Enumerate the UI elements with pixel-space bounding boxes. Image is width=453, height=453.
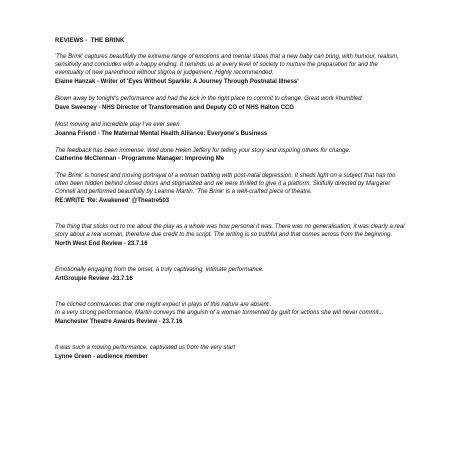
review-quote: Blown away by tonight's performance and had the kick in the right place to commit to change. Great work #humbled: [55, 95, 362, 102]
review-quote: The feedback has been immense. Well done Helen Jeffery for telling your story and inspiring others for change.: [55, 147, 351, 154]
review-quote: The thing that sticks out to me about the play as a whole was how personal it was. There was no generalisation, it was clearly a real story about a real woman, therefore due credit to the script. The writing is so truthful and that comes across from the beginning.: [55, 224, 405, 239]
review-quote: It was such a moving performance, captivated us from the very start: [55, 344, 236, 351]
review-attribution: Catherine McClennan - Programme Manager: Improving Me: [55, 156, 225, 163]
reviews-document: [55, 36, 407, 371]
review-attribution: Elaine Hanzak - Writer of 'Eyes Without Sparkle: A Journey Through Postnatal Illness': [55, 78, 299, 85]
review-attribution: North West End Review - 23.7.16: [55, 240, 148, 247]
review-attribution: Manchester Theatre Awards Review - 23.7.16: [55, 318, 183, 325]
review-item: [55, 345, 407, 361]
review-item: [55, 302, 407, 326]
review-item: [55, 54, 407, 86]
review-attribution: Lynne Green - audience member: [55, 353, 148, 360]
review-quote: Emotionally engaging from the onset, a truly captivating, intimate performance.: [55, 266, 264, 273]
review-item: [55, 148, 407, 164]
review-quote: 'The Brink' is honest and moving portrayal of a woman battling with post-natal depression. It sheds light on a subject that has too often been hidden behind closed doors and stigmatized and we were thrilled to give it a platform. Skilfully directed by Margaret Connell and performed beautifully by Leanne Martin, 'The Brink' is a well-crafted piece of theatre.: [55, 173, 396, 196]
review-attribution: Dave Sweeney - NHS Director of Transformation and Deputy CO of NHS Halton CCG: [55, 104, 295, 111]
review-attribution: ArtGroupie Review -23.7.16: [55, 275, 133, 282]
review-quote: 'The Brink' captures beautifully the extreme range of emotions and mental states that a new baby can bring, with humour, realism, sensitivity and concludes with a happy ending. It reminds us at every level of society to nurture the preparation for and the eventuality of new parenthood without stigma or judgement. Highly recommended.: [55, 54, 399, 76]
review-attribution: Joanna Friend - The Maternal Mental Health Alliance: Everyone's Business: [55, 130, 268, 137]
review-item: [55, 122, 407, 138]
review-quote: The clichéd contrivances that one might expect in plays of this nature are absent.. In a very strong performance, Martin conveys the anguish of a woman tormented by guilt for actions she will never commit...: [55, 301, 384, 316]
review-item: [55, 96, 407, 112]
review-item: [55, 224, 407, 248]
review-quote: Most moving and incredible play I've ever seen: [55, 121, 180, 128]
page-title: REVIEWS - THE BRINK: [55, 37, 125, 44]
review-item: [55, 267, 407, 283]
review-item: [55, 173, 407, 205]
review-attribution: RE:WRITE 'Re: Awakened' @Theatre503: [55, 198, 170, 205]
